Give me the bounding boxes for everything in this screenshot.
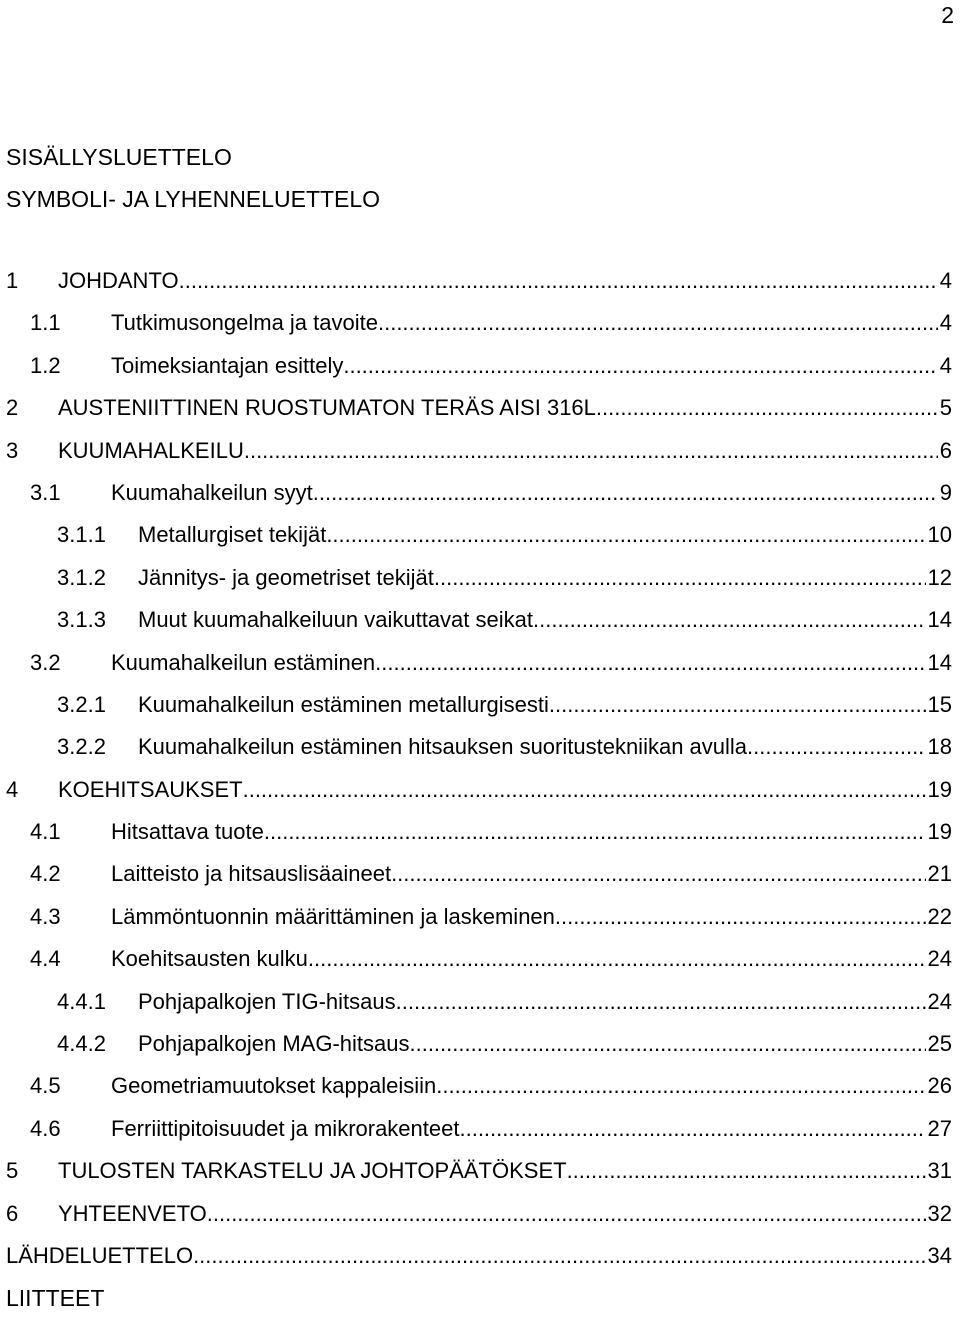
toc-entry-line (58, 387, 952, 429)
toc-entry-title: YHTEENVETO (58, 1200, 207, 1226)
dot-leader (193, 1235, 925, 1277)
toc-entry-title: Geometriamuutokset kappaleisiin (111, 1073, 437, 1099)
toc-entry-line (58, 430, 952, 472)
toc-entry (6, 345, 952, 387)
toc-entry-line (58, 1193, 952, 1235)
toc-entry-title: Pohjapalkojen TIG-hitsaus (138, 988, 396, 1014)
toc-entry-number: 4.1 (30, 819, 61, 845)
toc-entry-number: 4.4.1 (57, 988, 106, 1014)
toc-entry (6, 769, 952, 811)
toc-entry-page: 25 (927, 1031, 952, 1057)
toc-entry-number: 3.2.1 (57, 691, 106, 717)
toc-entry-number: 5 (6, 1158, 19, 1184)
toc-entry (6, 853, 952, 895)
front-matter (6, 136, 380, 220)
toc-entry-number: 1.2 (30, 352, 61, 378)
toc-entry-number: 3.2.2 (57, 734, 106, 760)
dot-leader (567, 1150, 926, 1192)
toc-entry-line (111, 472, 952, 514)
toc-entry-title: LÄHDELUETTELO (6, 1242, 194, 1268)
appendices-heading (6, 1277, 952, 1319)
toc-entry-title: Jännitys- ja geometriset tekijät (138, 564, 434, 590)
toc-entry-page: 19 (927, 776, 952, 802)
toc-entry-page: 21 (927, 861, 952, 887)
symbols-heading: SYMBOLI- JA LYHENNELUETTELO (6, 186, 381, 212)
toc-entry-page: 31 (927, 1158, 952, 1184)
dot-leader (375, 642, 925, 684)
toc-entry (6, 472, 952, 514)
table-of-contents (6, 260, 952, 1320)
toc-entry-number: 3.1.2 (57, 564, 106, 590)
toc-entry (6, 938, 952, 980)
toc-entry-title: Tutkimusongelma ja tavoite (111, 310, 378, 336)
toc-entry-line (138, 599, 952, 641)
toc-entry-number: 3 (6, 437, 19, 463)
toc-entry-line (111, 896, 952, 938)
toc-entry (6, 896, 952, 938)
toc-entry-page: 24 (927, 988, 952, 1014)
dot-leader (391, 853, 925, 895)
toc-entry-title: Pohjapalkojen MAG-hitsaus (138, 1031, 410, 1057)
toc-entry-title: Kuumahalkeilun syyt (111, 479, 313, 505)
toc-entry-line (111, 345, 952, 387)
dot-leader (747, 726, 925, 768)
toc-entry-number: 1.1 (30, 310, 61, 336)
dot-leader (549, 684, 926, 726)
toc-entry-title: AUSTENIITTINEN RUOSTUMATON TERÄS AISI 316L (58, 395, 596, 421)
toc-entry-line (138, 981, 952, 1023)
toc-entry-page: 22 (927, 903, 952, 929)
dot-leader (179, 260, 938, 302)
toc-entry (6, 1193, 952, 1235)
dot-leader (409, 1023, 925, 1065)
dot-leader (459, 1108, 925, 1150)
toc-entry-line (138, 684, 952, 726)
toc-entry-line (111, 938, 952, 980)
toc-entry-number: 4.4.2 (57, 1031, 106, 1057)
dot-leader (396, 981, 926, 1023)
toc-entry-page: 4 (939, 352, 952, 378)
toc-entry-line (138, 557, 952, 599)
toc-entry (6, 260, 952, 302)
toc-entry (6, 430, 952, 472)
toc-entry-title: Ferriittipitoisuudet ja mikrorakenteet (111, 1115, 460, 1141)
toc-entry-line (111, 811, 952, 853)
toc-entry-line (6, 1235, 952, 1277)
dot-leader (555, 896, 926, 938)
toc-entry-number: 4.4 (30, 946, 61, 972)
toc-entry (6, 1065, 952, 1107)
toc-entry-line (58, 1150, 952, 1192)
toc-entry (6, 1150, 952, 1192)
toc-entry-page: 19 (927, 819, 952, 845)
toc-entry-page: 32 (927, 1200, 952, 1226)
toc-entry-number: 1 (6, 268, 19, 293)
toc-entry-title: Kuumahalkeilun estäminen hitsauksen suoritustekniikan avulla (138, 734, 748, 760)
toc-entry-page: 12 (927, 564, 952, 590)
toc-entry-title: KUUMAHALKEILU (58, 437, 244, 463)
toc-entry (6, 642, 952, 684)
toc-entry-title: Kuumahalkeilun estäminen (111, 649, 376, 675)
dot-leader (343, 345, 937, 387)
toc-entry-title: Kuumahalkeilun estäminen metallurgisesti (138, 691, 549, 717)
toc-entry (6, 599, 952, 641)
dot-leader (308, 938, 926, 980)
toc-entry-page: 24 (927, 946, 952, 972)
toc-entry (6, 684, 952, 726)
toc-entry-number: 4.5 (30, 1073, 61, 1099)
toc-entry-line (111, 302, 952, 344)
toc-entry-title: Koehitsausten kulku (111, 946, 308, 972)
toc-entry-page: 14 (927, 607, 952, 633)
toc-entry-line (111, 1065, 952, 1107)
toc-entry-title: Hitsattava tuote (111, 819, 264, 845)
toc-entry (6, 1235, 952, 1277)
toc-entry-number: 6 (6, 1200, 19, 1226)
toc-entry-line (58, 769, 952, 811)
toc-entry-line (111, 853, 952, 895)
toc-entry-number: 3.1.1 (57, 522, 106, 548)
toc-entry-number: 3.1 (30, 479, 61, 505)
toc-entry-page: 10 (927, 522, 952, 548)
toc-entry-title: Toimeksiantajan esittely (111, 352, 344, 378)
dot-leader (434, 557, 926, 599)
toc-entry-line (138, 1023, 952, 1065)
toc-entry-title: Muut kuumahalkeiluun vaikuttavat seikat (138, 607, 533, 633)
toc-entry-number: 3.2 (30, 649, 61, 675)
toc-entry (6, 726, 952, 768)
dot-leader (326, 514, 925, 556)
toc-heading: SISÄLLYSLUETTELO (6, 144, 232, 170)
toc-entry-page: 6 (939, 437, 952, 463)
toc-entry (6, 514, 952, 556)
dot-leader (243, 769, 926, 811)
dot-leader (436, 1065, 925, 1107)
toc-entry-number: 2 (6, 395, 19, 421)
toc-entry-page: 15 (927, 691, 952, 717)
toc-entry-line (111, 642, 952, 684)
toc-entry-line (58, 260, 952, 302)
toc-entry-line (111, 1108, 952, 1150)
toc-entry-line (138, 726, 952, 768)
toc-entry-page: 14 (927, 649, 952, 675)
toc-entry (6, 302, 952, 344)
toc-entry (6, 981, 952, 1023)
dot-leader (533, 599, 926, 641)
appendices-label: LIITTEET (6, 1285, 105, 1312)
dot-leader (244, 430, 938, 472)
dot-leader (264, 811, 926, 853)
toc-entry (6, 387, 952, 429)
toc-entry-page: 5 (939, 395, 952, 421)
toc-entry-page: 27 (927, 1115, 952, 1141)
toc-entry-number: 4.6 (30, 1115, 61, 1141)
toc-entry-line (138, 514, 952, 556)
dot-leader (207, 1193, 926, 1235)
toc-entry (6, 557, 952, 599)
toc-entry-number: 4.3 (30, 903, 61, 929)
toc-entry-title: Laitteisto ja hitsauslisäaineet (111, 861, 392, 887)
toc-entry-number: 4.2 (30, 861, 61, 887)
page-number: 2 (941, 2, 954, 28)
toc-entry (6, 1108, 952, 1150)
dot-leader (378, 302, 938, 344)
toc-entry-page: 9 (939, 479, 952, 505)
toc-entry-title: Metallurgiset tekijät (138, 522, 327, 548)
toc-entry-page: 26 (927, 1073, 952, 1099)
toc-entry (6, 1023, 952, 1065)
dot-leader (313, 472, 938, 514)
toc-entry-title: KOEHITSAUKSET (58, 776, 243, 802)
toc-entry-page: 18 (927, 734, 952, 760)
dot-leader (596, 387, 938, 429)
toc-entry (6, 811, 952, 853)
toc-entry-number: 3.1.3 (57, 607, 106, 633)
toc-entry-page: 4 (939, 268, 952, 293)
toc-entry-title: JOHDANTO (58, 268, 179, 293)
toc-entry-page: 4 (939, 310, 952, 336)
toc-entry-title: Lämmöntuonnin määrittäminen ja laskeminen (111, 903, 555, 929)
toc-entry-number: 4 (6, 776, 19, 802)
toc-entry-page: 34 (927, 1242, 952, 1268)
toc-entry-title: TULOSTEN TARKASTELU JA JOHTOPÄÄTÖKSET (58, 1158, 567, 1184)
